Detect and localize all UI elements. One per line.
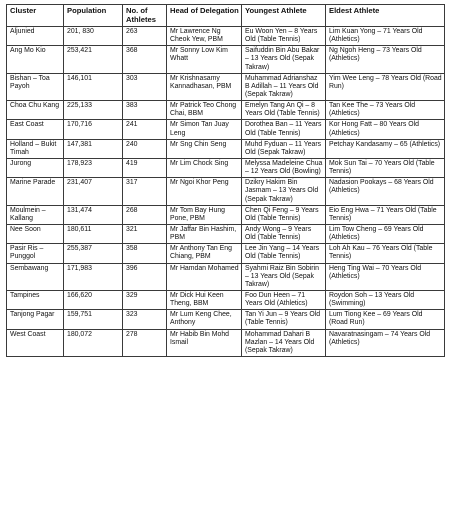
cell-head-of-delegation: Mr Sonny Low Kim Whatt — [167, 46, 242, 73]
table-body — [7, 27, 445, 357]
table-row — [7, 310, 445, 329]
table-row — [7, 27, 445, 46]
cell-head-of-delegation: Mr Tom Bay Hung Pone, PBM — [167, 205, 242, 224]
cell-eldest-athlete: Lim Kuan Yong – 71 Years Old (Athletics) — [326, 27, 445, 46]
cell-youngest-athlete: Emelyn Tang An Qi – 8 Years Old (Table Tennis) — [242, 101, 326, 120]
clusters-table — [6, 4, 445, 357]
cell-athletes: 419 — [123, 158, 167, 177]
cell-athletes: 263 — [123, 27, 167, 46]
cell-cluster: Nee Soon — [7, 224, 64, 243]
cell-population: 180,072 — [64, 329, 123, 356]
cell-athletes: 323 — [123, 310, 167, 329]
cell-cluster: East Coast — [7, 120, 64, 139]
cell-athletes: 241 — [123, 120, 167, 139]
cell-head-of-delegation: Mr Lum Keng Chee, Anthony — [167, 310, 242, 329]
cell-youngest-athlete: Mohammad Dahari B Mazlan – 14 Years Old (Sepak Takraw) — [242, 329, 326, 356]
cell-eldest-athlete: Eio Eng Hwa – 71 Years Old (Table Tennis) — [326, 205, 445, 224]
cell-youngest-athlete: Saifuddin Bin Abu Bakar – 13 Years Old (Sepak Takraw) — [242, 46, 326, 73]
document-page — [6, 4, 444, 357]
cell-cluster: Ang Mo Kio — [7, 46, 64, 73]
cell-athletes: 278 — [123, 329, 167, 356]
cell-athletes: 303 — [123, 73, 167, 100]
cell-population: 231,407 — [64, 178, 123, 205]
cell-head-of-delegation: Mr Simon Tan Juay Leng — [167, 120, 242, 139]
cell-head-of-delegation: Mr Lawrence Ng Cheok Yew, PBM — [167, 27, 242, 46]
cell-head-of-delegation: Mr Ngoi Khor Peng — [167, 178, 242, 205]
cell-athletes: 368 — [123, 46, 167, 73]
cell-cluster: Tampines — [7, 290, 64, 309]
header-cluster: Cluster — [7, 5, 64, 27]
cell-cluster: Jurong — [7, 158, 64, 177]
cell-youngest-athlete: Muhammad Adrianshaz B Adillah – 11 Years Old (Sepak Takraw) — [242, 73, 326, 100]
cell-head-of-delegation: Mr Patrick Teo Chong Chai, BBM — [167, 101, 242, 120]
cell-cluster: Marine Parade — [7, 178, 64, 205]
cell-youngest-athlete: Muhd Fyduan – 11 Years Old (Sepak Takraw) — [242, 139, 326, 158]
cell-athletes: 396 — [123, 263, 167, 290]
cell-population: 147,381 — [64, 139, 123, 158]
cell-eldest-athlete: Lum Tiong Kee – 69 Years Old (Road Run) — [326, 310, 445, 329]
cell-youngest-athlete: Dorothea Ban – 11 Years Old (Table Tennis) — [242, 120, 326, 139]
cell-athletes: 329 — [123, 290, 167, 309]
cell-athletes: 358 — [123, 244, 167, 263]
table-row — [7, 101, 445, 120]
cell-population: 225,133 — [64, 101, 123, 120]
header-population: Population — [64, 5, 123, 27]
cell-youngest-athlete: Foo Dun Heen – 71 Years Old (Athletics) — [242, 290, 326, 309]
cell-eldest-athlete: Kor Hong Fatt – 80 Years Old (Athletics) — [326, 120, 445, 139]
cell-population: 255,387 — [64, 244, 123, 263]
table-header-row — [7, 5, 445, 27]
cell-eldest-athlete: Loh Ah Kau – 76 Years Old (Table Tennis) — [326, 244, 445, 263]
cell-cluster: Moulmein – Kallang — [7, 205, 64, 224]
cell-eldest-athlete: Petchay Kandasamy – 65 (Athletics) — [326, 139, 445, 158]
cell-cluster: Bishan – Toa Payoh — [7, 73, 64, 100]
table-row — [7, 244, 445, 263]
cell-population: 180,611 — [64, 224, 123, 243]
cell-youngest-athlete: Tan Yi Jun – 9 Years Old (Table Tennis) — [242, 310, 326, 329]
cell-eldest-athlete: Yim Wee Leng – 78 Years Old (Road Run) — [326, 73, 445, 100]
table-row — [7, 178, 445, 205]
cell-eldest-athlete: Navaratnasingam – 74 Years Old (Athletics) — [326, 329, 445, 356]
cell-athletes: 240 — [123, 139, 167, 158]
cell-athletes: 383 — [123, 101, 167, 120]
cell-head-of-delegation: Mr Krishnasamy Kannadhasan, PBM — [167, 73, 242, 100]
cell-cluster: Tanjong Pagar — [7, 310, 64, 329]
cell-cluster: Sembawang — [7, 263, 64, 290]
table-row — [7, 263, 445, 290]
cell-cluster: Pasir Ris – Punggol — [7, 244, 64, 263]
cell-eldest-athlete: Ng Ngoh Heng – 73 Years Old (Athletics) — [326, 46, 445, 73]
table-row — [7, 329, 445, 356]
table-row — [7, 139, 445, 158]
table-row — [7, 290, 445, 309]
header-head-of-delegation: Head of Delegation — [167, 5, 242, 27]
cell-population: 201, 830 — [64, 27, 123, 46]
cell-athletes: 321 — [123, 224, 167, 243]
cell-eldest-athlete: Nadasion Pookays – 68 Years Old (Athletics) — [326, 178, 445, 205]
table-row — [7, 73, 445, 100]
cell-cluster: Aljunied — [7, 27, 64, 46]
table-row — [7, 158, 445, 177]
table-row — [7, 205, 445, 224]
cell-youngest-athlete: Chen Qi Feng – 9 Years Old (Table Tennis) — [242, 205, 326, 224]
cell-youngest-athlete: Dzikry Hakim Bin Jasmam – 13 Years Old (Sepak Takraw) — [242, 178, 326, 205]
cell-population: 171,983 — [64, 263, 123, 290]
cell-population: 131,474 — [64, 205, 123, 224]
cell-youngest-athlete: Lee Jin Yang – 14 Years Old (Table Tennis) — [242, 244, 326, 263]
table-row — [7, 46, 445, 73]
cell-athletes: 268 — [123, 205, 167, 224]
cell-eldest-athlete: Tan Kee The – 73 Years Old (Athletics) — [326, 101, 445, 120]
cell-eldest-athlete: Roydon Soh – 13 Years Old (Swimming) — [326, 290, 445, 309]
cell-population: 253,421 — [64, 46, 123, 73]
header-athletes: No. of Athletes — [123, 5, 167, 27]
cell-population: 170,716 — [64, 120, 123, 139]
cell-cluster: West Coast — [7, 329, 64, 356]
cell-eldest-athlete: Lim Tow Cheng – 69 Years Old (Athletics) — [326, 224, 445, 243]
cell-population: 159,751 — [64, 310, 123, 329]
cell-population: 146,101 — [64, 73, 123, 100]
cell-eldest-athlete: Mok Sun Tai – 70 Years Old (Table Tennis) — [326, 158, 445, 177]
cell-cluster: Choa Chu Kang — [7, 101, 64, 120]
cell-head-of-delegation: Mr Sng Chin Seng — [167, 139, 242, 158]
cell-head-of-delegation: Mr Lim Chock Sing — [167, 158, 242, 177]
cell-population: 166,620 — [64, 290, 123, 309]
table-row — [7, 224, 445, 243]
cell-eldest-athlete: Heng Ting Wai – 70 Years Old (Athletics) — [326, 263, 445, 290]
cell-population: 178,923 — [64, 158, 123, 177]
cell-head-of-delegation: Mr Anthony Tan Eng Chiang, PBM — [167, 244, 242, 263]
cell-youngest-athlete: Eu Woon Yen – 8 Years Old (Table Tennis) — [242, 27, 326, 46]
cell-head-of-delegation: Mr Dick Hui Keen Theng, BBM — [167, 290, 242, 309]
header-eldest-athlete: Eldest Athlete — [326, 5, 445, 27]
table-row — [7, 120, 445, 139]
header-youngest-athlete: Youngest Athlete — [242, 5, 326, 27]
cell-head-of-delegation: Mr Habib Bin Mohd Ismail — [167, 329, 242, 356]
cell-head-of-delegation: Mr Hamdan Mohamed — [167, 263, 242, 290]
cell-youngest-athlete: Melyssa Madeleine Chua – 12 Years Old (Bowling) — [242, 158, 326, 177]
cell-athletes: 317 — [123, 178, 167, 205]
cell-youngest-athlete: Syahmi Raiz Bin Sobirin – 13 Years Old (Sepak Takraw) — [242, 263, 326, 290]
cell-youngest-athlete: Andy Wong – 9 Years Old (Table Tennis) — [242, 224, 326, 243]
cell-cluster: Holland – Bukit Timah — [7, 139, 64, 158]
cell-head-of-delegation: Mr Jaffar Bin Hashim, PBM — [167, 224, 242, 243]
